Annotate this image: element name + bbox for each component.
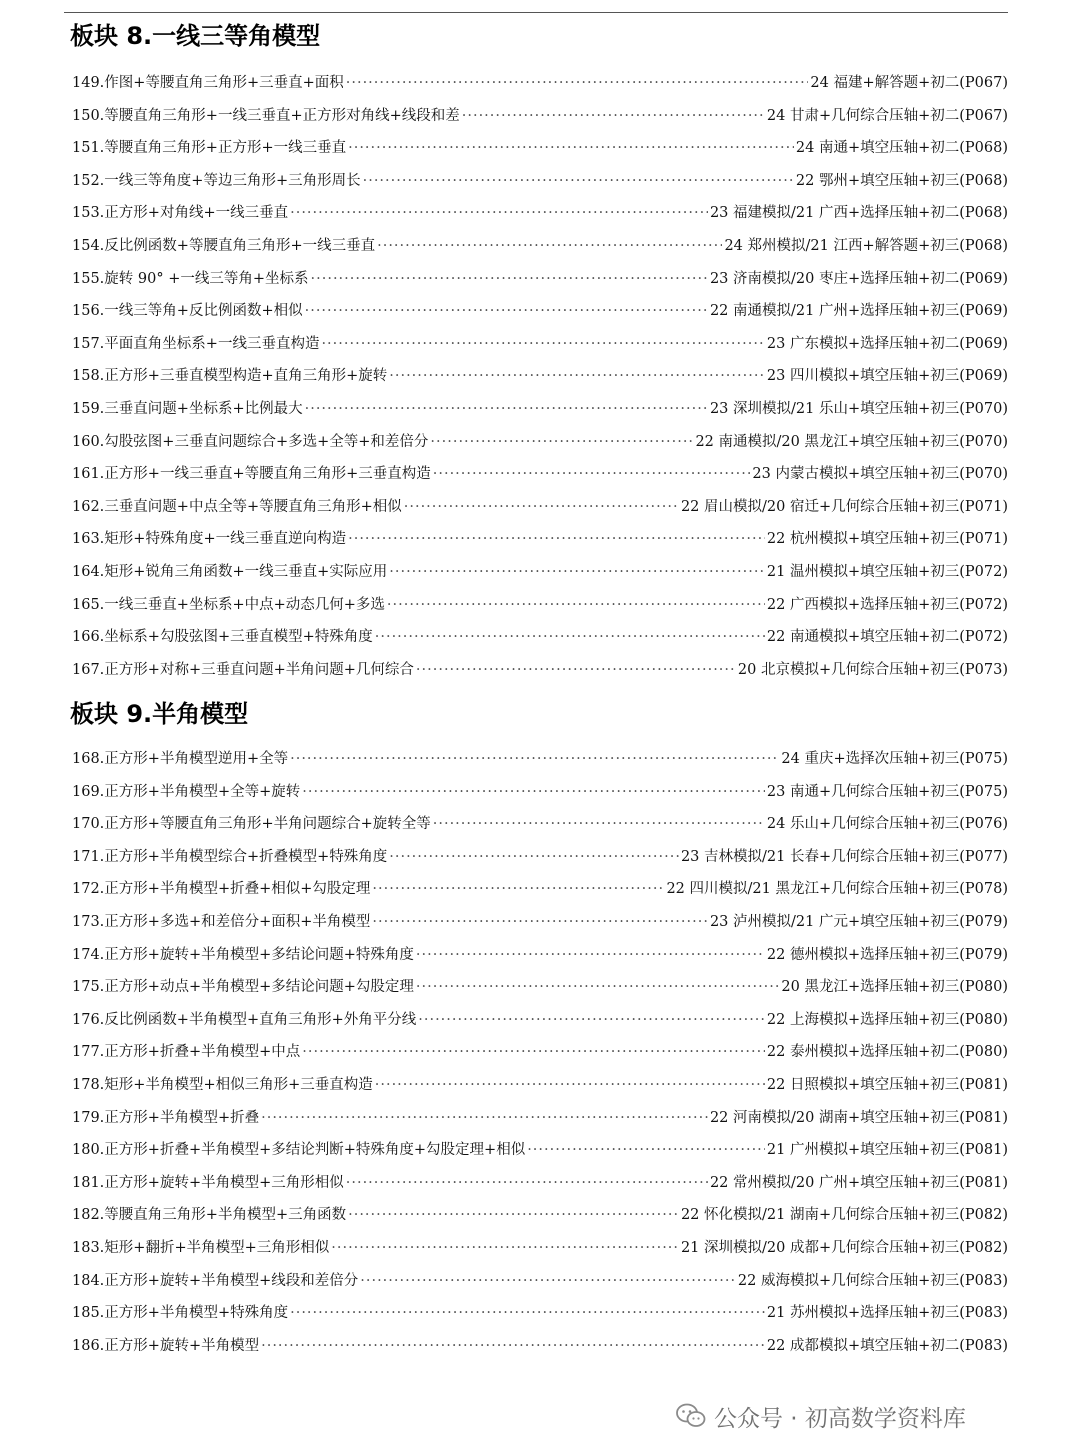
entry-source-page: 23 吉林模拟/21 长春+几何综合压轴+初三(P077): [680, 848, 1008, 865]
toc-list-section-8: [72, 67, 1008, 686]
entry-number: 166.: [72, 629, 105, 646]
toc-entry: [72, 1134, 1008, 1167]
dot-leader: [416, 971, 779, 1004]
entry-source-page: 24 福建+解答题+初二(P067): [810, 75, 1008, 91]
entry-source-page: 24 郑州模拟/21 江西+解答题+初三(P068): [724, 237, 1008, 254]
entry-number: 167.: [72, 661, 105, 678]
section-title-8: 板块 8.一线三等角模型: [70, 22, 321, 50]
entry-title: 正方形+旋转+半角模型+多结论问题+特殊角度: [104, 946, 414, 963]
entry-source-page: 22 眉山模拟/20 宿迁+几何综合压轴+初三(P071): [680, 498, 1008, 515]
entry-title: 作图+等腰直角三角形+三垂直+面积: [104, 75, 344, 91]
toc-entry: [72, 1330, 1008, 1363]
entry-number: 182.: [72, 1207, 105, 1224]
entry-number: 169.: [72, 783, 105, 800]
entry-source-page: 22 南通模拟/21 广州+选择压轴+初三(P069): [709, 303, 1008, 320]
entry-source-page: 22 德州模拟+选择压轴+初三(P079): [766, 946, 1008, 963]
entry-source-page: 20 北京模拟+几何综合压轴+初三(P073): [737, 661, 1008, 678]
entry-source-page: 22 河南模拟/20 湖南+填空压轴+初三(P081): [709, 1109, 1008, 1126]
entry-number: 164.: [72, 563, 105, 580]
entry-title: 一线三垂直+坐标系+中点+动态几何+多选: [104, 596, 385, 613]
dot-leader: [348, 132, 794, 165]
toc-entry: [72, 654, 1008, 687]
entry-source-page: 21 深圳模拟/20 成都+几何综合压轴+初三(P082): [680, 1239, 1008, 1256]
entry-number: 165.: [72, 596, 105, 613]
entry-source-page: 23 泸州模拟/21 广元+填空压轴+初三(P079): [709, 913, 1008, 930]
toc-entry: [72, 1232, 1008, 1265]
toc-entry: [72, 100, 1008, 133]
entry-title: 正方形+等腰直角三角形+半角问题综合+旋转全等: [104, 816, 431, 833]
entry-title: 正方形+一线三垂直+等腰直角三角形+三垂直构造: [104, 466, 431, 483]
dot-leader: [462, 100, 765, 133]
entry-title: 正方形+旋转+半角模型+线段和差倍分: [104, 1272, 359, 1289]
entry-number: 175.: [72, 979, 105, 996]
entry-number: 156.: [72, 303, 105, 320]
dot-leader: [290, 743, 779, 776]
entry-number: 153.: [72, 205, 105, 222]
entry-source-page: 22 广西模拟+选择压轴+初三(P072): [766, 596, 1008, 613]
dot-leader: [404, 491, 679, 524]
dot-leader: [311, 263, 708, 296]
entry-source-page: 22 南通模拟/20 黑龙江+填空压轴+初三(P070): [695, 433, 1008, 450]
entry-number: 185.: [72, 1305, 105, 1322]
entry-source-page: 23 四川模拟+填空压轴+初三(P069): [766, 368, 1008, 385]
toc-entry: [72, 1199, 1008, 1232]
toc-entry: [72, 1102, 1008, 1135]
dot-leader: [348, 1199, 679, 1232]
entry-title: 正方形+旋转+半角模型+三角形相似: [104, 1174, 344, 1191]
toc-entry: [72, 939, 1008, 972]
dot-leader: [389, 556, 765, 589]
entry-title: 正方形+多选+和差倍分+面积+半角模型: [104, 913, 371, 930]
entry-source-page: 22 日照模拟+填空压轴+初三(P081): [766, 1076, 1008, 1093]
entry-number: 158.: [72, 368, 105, 385]
dot-leader: [346, 67, 809, 100]
toc-entry: [72, 360, 1008, 393]
toc-entry: [72, 589, 1008, 622]
entry-title: 正方形+半角模型+特殊角度: [104, 1305, 289, 1322]
toc-entry: [72, 841, 1008, 874]
toc-entry: [72, 230, 1008, 263]
entry-title: 正方形+旋转+半角模型: [104, 1337, 260, 1354]
entry-number: 157.: [72, 335, 105, 352]
toc-entry: [72, 458, 1008, 491]
entry-number: 172.: [72, 881, 105, 898]
entry-source-page: 22 上海模拟+选择压轴+初三(P080): [766, 1011, 1008, 1028]
entry-source-page: 22 鄂州+填空压轴+初三(P068): [795, 172, 1008, 189]
entry-source-page: 23 济南模拟/20 枣庄+选择压轴+初二(P069): [709, 270, 1008, 287]
entry-number: 150.: [72, 107, 105, 124]
entry-number: 186.: [72, 1337, 105, 1354]
entry-title: 反比例函数+半角模型+直角三角形+外角平分线: [104, 1011, 417, 1028]
entry-number: 176.: [72, 1011, 105, 1028]
entry-number: 177.: [72, 1044, 105, 1061]
entry-title: 正方形+对称+三垂直问题+半角问题+几何综合: [104, 661, 414, 678]
entry-number: 155.: [72, 270, 105, 287]
entry-source-page: 22 南通模拟+填空压轴+初二(P072): [766, 629, 1008, 646]
toc-entry: [72, 426, 1008, 459]
entry-number: 178.: [72, 1076, 105, 1093]
toc-entry: [72, 1004, 1008, 1037]
entry-title: 一线三等角度+等边三角形+三角形周长: [104, 172, 361, 189]
entry-title: 正方形+折叠+半角模型+多结论判断+特殊角度+勾股定理+相似: [104, 1142, 526, 1159]
entry-title: 正方形+半角模型+折叠: [104, 1109, 260, 1126]
entry-source-page: 22 怀化模拟/21 湖南+几何综合压轴+初三(P082): [680, 1207, 1008, 1224]
toc-entry: [72, 971, 1008, 1004]
entry-source-page: 21 广州模拟+填空压轴+初三(P081): [766, 1142, 1008, 1159]
toc-entry: [72, 393, 1008, 426]
entry-number: 173.: [72, 913, 105, 930]
dot-leader: [375, 621, 765, 654]
dot-leader: [372, 906, 708, 939]
dot-leader: [331, 1232, 679, 1265]
entry-number: 183.: [72, 1239, 105, 1256]
dot-leader: [372, 873, 664, 906]
entry-source-page: 22 泰州模拟+选择压轴+初二(P080): [766, 1044, 1008, 1061]
entry-title: 等腰直角三角形+正方形+一线三垂直: [104, 140, 347, 157]
entry-title: 矩形+特殊角度+一线三垂直逆向构造: [104, 531, 347, 548]
dot-leader: [418, 1004, 765, 1037]
toc-entry: [72, 1167, 1008, 1200]
entry-title: 坐标系+勾股弦图+三垂直模型+特殊角度: [104, 629, 373, 646]
watermark: [676, 1398, 966, 1434]
toc-entry: [72, 165, 1008, 198]
entry-number: 160.: [72, 433, 105, 450]
entry-source-page: 21 温州模拟+填空压轴+初三(P072): [766, 563, 1008, 580]
entry-number: 179.: [72, 1109, 105, 1126]
toc-entry: [72, 328, 1008, 361]
entry-number: 152.: [72, 172, 105, 189]
entry-source-page: 22 威海模拟+几何综合压轴+初三(P083): [737, 1272, 1008, 1289]
entry-title: 正方形+动点+半角模型+多结论问题+勾股定理: [104, 979, 414, 996]
toc-entry: [72, 1265, 1008, 1298]
dot-leader: [387, 589, 765, 622]
dot-leader: [527, 1134, 765, 1167]
entry-title: 正方形+折叠+半角模型+中点: [104, 1044, 301, 1061]
entry-source-page: 23 福建模拟/21 广西+选择压轴+初二(P068): [709, 205, 1008, 222]
toc-entry: [72, 491, 1008, 524]
entry-title: 矩形+锐角三角函数+一线三垂直+实际应用: [104, 563, 388, 580]
entry-number: 171.: [72, 848, 105, 865]
entry-title: 一线三等角+反比例函数+相似: [104, 303, 303, 320]
entry-source-page: 22 成都模拟+填空压轴+初二(P083): [766, 1337, 1008, 1354]
entry-title: 正方形+半角模型+全等+旋转: [104, 783, 301, 800]
entry-title: 勾股弦图+三垂直问题综合+多选+全等+和差倍分: [104, 433, 429, 450]
entry-title: 等腰直角三角形+一线三垂直+正方形对角线+线段和差: [104, 107, 460, 124]
toc-entry: [72, 263, 1008, 296]
toc-entry: [72, 1036, 1008, 1069]
entry-title: 正方形+对角线+一线三垂直: [104, 205, 289, 222]
entry-source-page: 22 杭州模拟+填空压轴+初三(P071): [766, 531, 1008, 548]
section-title-9: 板块 9.半角模型: [70, 700, 249, 728]
entry-source-page: 24 乐山+几何综合压轴+初三(P076): [766, 816, 1008, 833]
dot-leader: [261, 1330, 765, 1363]
entry-source-page: 22 四川模拟/21 黑龙江+几何综合压轴+初三(P078): [666, 881, 1008, 898]
entry-number: 159.: [72, 400, 105, 417]
wechat-icon: [676, 1403, 706, 1429]
entry-source-page: 24 甘肃+几何综合压轴+初二(P067): [766, 107, 1008, 124]
toc-entry: [72, 808, 1008, 841]
entry-source-page: 23 内蒙古模拟+填空压轴+初三(P070): [752, 466, 1008, 483]
entry-number: 168.: [72, 751, 105, 767]
toc-entry: [72, 197, 1008, 230]
entry-number: 163.: [72, 531, 105, 548]
entry-number: 181.: [72, 1174, 105, 1191]
entry-title: 矩形+翻折+半角模型+三角形相似: [104, 1239, 330, 1256]
entry-title: 平面直角坐标系+一线三垂直构造: [104, 335, 320, 352]
entry-title: 正方形+三垂直模型构造+直角三角形+旋转: [104, 368, 388, 385]
dot-leader: [321, 328, 764, 361]
dot-leader: [305, 393, 708, 426]
entry-title: 反比例函数+等腰直角三角形+一线三垂直: [104, 237, 376, 254]
toc-entry: [72, 523, 1008, 556]
entry-source-page: 23 南通+几何综合压轴+初三(P075): [766, 783, 1008, 800]
dot-leader: [290, 197, 708, 230]
dot-leader: [305, 295, 708, 328]
dot-leader: [360, 1265, 736, 1298]
entry-source-page: 24 重庆+选择次压轴+初三(P075): [781, 751, 1008, 767]
entry-title: 三垂直问题+坐标系+比例最大: [104, 400, 303, 417]
entry-number: 161.: [72, 466, 105, 483]
entry-title: 旋转 90° +一线三等角+坐标系: [104, 270, 309, 287]
entry-number: 151.: [72, 140, 105, 157]
entry-number: 184.: [72, 1272, 105, 1289]
dot-leader: [302, 1036, 765, 1069]
dot-leader: [302, 776, 765, 809]
dot-leader: [389, 360, 765, 393]
dot-leader: [433, 808, 765, 841]
toc-entry: [72, 743, 1008, 776]
dot-leader: [430, 426, 693, 459]
entry-number: 174.: [72, 946, 105, 963]
entry-source-page: 22 常州模拟/20 广州+填空压轴+初三(P081): [709, 1174, 1008, 1191]
toc-entry: [72, 873, 1008, 906]
entry-number: 180.: [72, 1142, 105, 1159]
toc-list-section-9: [72, 743, 1008, 1362]
dot-leader: [346, 1167, 708, 1200]
entry-title: 等腰直角三角形+半角模型+三角函数: [104, 1207, 347, 1224]
toc-entry: [72, 295, 1008, 328]
dot-leader: [375, 1069, 765, 1102]
toc-entry: [72, 1069, 1008, 1102]
dot-leader: [433, 458, 751, 491]
dot-leader: [389, 841, 679, 874]
dot-leader: [348, 523, 765, 556]
top-rule: [64, 12, 1008, 13]
dot-leader: [416, 654, 736, 687]
entry-title: 正方形+半角模型综合+折叠模型+特殊角度: [104, 848, 388, 865]
toc-entry: [72, 1297, 1008, 1330]
entry-title: 正方形+半角模型逆用+全等: [104, 751, 289, 767]
entry-source-page: 20 黑龙江+选择压轴+初三(P080): [781, 979, 1008, 996]
entry-source-page: 24 南通+填空压轴+初二(P068): [795, 140, 1008, 157]
entry-number: 170.: [72, 816, 105, 833]
toc-entry: [72, 776, 1008, 809]
toc-entry: [72, 132, 1008, 165]
dot-leader: [416, 939, 765, 972]
entry-source-page: 23 深圳模拟/21 乐山+填空压轴+初三(P070): [709, 400, 1008, 417]
entry-title: 正方形+半角模型+折叠+相似+勾股定理: [104, 881, 371, 898]
entry-source-page: 23 广东模拟+选择压轴+初二(P069): [766, 335, 1008, 352]
entry-title: 矩形+半角模型+相似三角形+三垂直构造: [104, 1076, 373, 1093]
entry-number: 162.: [72, 498, 105, 515]
entry-source-page: 21 苏州模拟+选择压轴+初三(P083): [766, 1305, 1008, 1322]
entry-title: 三垂直问题+中点全等+等腰直角三角形+相似: [104, 498, 402, 515]
dot-leader: [377, 230, 722, 263]
dot-leader: [261, 1102, 708, 1135]
dot-leader: [363, 165, 794, 198]
toc-entry: [72, 67, 1008, 100]
toc-entry: [72, 906, 1008, 939]
toc-entry: [72, 621, 1008, 654]
dot-leader: [290, 1297, 765, 1330]
toc-entry: [72, 556, 1008, 589]
watermark-text: 公众号 · 初高数学资料库: [714, 1405, 966, 1432]
entry-number: 149.: [72, 75, 105, 91]
entry-number: 154.: [72, 237, 105, 254]
